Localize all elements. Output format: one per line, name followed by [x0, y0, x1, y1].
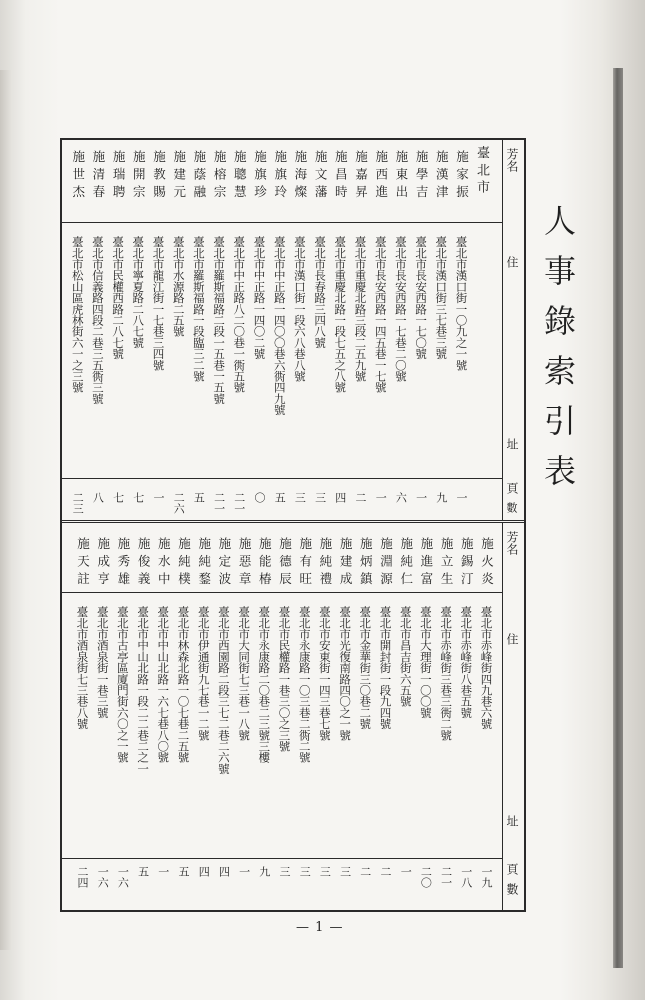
- header-address-a: 住: [505, 256, 519, 268]
- section1-name-rule: [60, 222, 502, 223]
- entry-page: 一: [156, 866, 170, 877]
- entry-name: 施定波: [216, 537, 232, 590]
- entry-address: 臺北市中正路八二〇巷一衖五號: [232, 236, 247, 393]
- entry-name: 施清春: [90, 150, 106, 203]
- entry-page: 三: [293, 492, 307, 503]
- entry-name: 施旗玲: [272, 150, 288, 203]
- entry-page: 一: [455, 492, 468, 503]
- entry-address: 臺北市羅斯福路二段一五巷一五號: [212, 236, 227, 405]
- entry-name: 施學吉: [414, 150, 430, 203]
- entry-address: 臺北市長安西路一四五巷一七號: [373, 236, 388, 393]
- entry-name: 施俊義: [136, 537, 152, 590]
- entry-page: 二四: [76, 866, 89, 888]
- entry-address: 臺北市松山區虎林街六一之三號: [70, 236, 85, 393]
- entry-name: 施旗珍: [252, 150, 268, 203]
- page-edge-shadow: [613, 68, 623, 968]
- entry-address: 臺北市赤峰街八巷五號: [459, 606, 474, 719]
- entry-name: 施純樸: [176, 537, 192, 590]
- entry-address: 臺北市漢口街一〇九之一號: [454, 236, 469, 371]
- entry-name: 施秀雄: [115, 537, 131, 590]
- page-number: — 1 —: [296, 920, 344, 935]
- header-name: 芳名: [505, 148, 519, 172]
- entry-page: 九: [257, 866, 271, 877]
- entry-name: 施家振: [454, 150, 470, 203]
- entry-page: 九: [434, 492, 448, 503]
- entry-page: 三: [318, 866, 332, 877]
- entry-name: 施水中: [156, 537, 172, 590]
- section1-page-rule: [60, 478, 502, 479]
- header-page-a: 頁: [505, 482, 519, 494]
- entry-page: 二: [354, 492, 367, 503]
- entry-page: 四: [217, 866, 231, 877]
- entry-address: 臺北市中正路一四〇二號: [252, 236, 267, 360]
- entry-page: 五: [177, 866, 190, 877]
- entry-address: 臺北市大理街一〇〇號: [418, 606, 433, 719]
- entry-name: 施淵源: [378, 537, 394, 590]
- entry-page: 五: [136, 866, 150, 877]
- entry-name: 施建成: [338, 537, 354, 590]
- entry-address: 臺北市信義路四段二巷三五衖三號: [90, 236, 105, 405]
- entry-page: 一: [374, 492, 388, 503]
- header-page-b: 數: [505, 883, 519, 895]
- entry-page: 二六: [172, 492, 186, 514]
- entry-page: 五: [192, 492, 206, 503]
- entry-name: 施開宗: [131, 150, 147, 203]
- entry-address: 臺北市民權路一巷三〇之三號: [277, 606, 292, 752]
- entry-page: 三: [338, 866, 352, 877]
- entry-name: 施嘉昇: [353, 150, 369, 203]
- entry-page: 四: [197, 866, 211, 877]
- entry-name: 施教賜: [151, 150, 167, 203]
- entry-name: 施文藩: [313, 150, 329, 203]
- entry-page: 二: [358, 866, 372, 877]
- entry-page: 一八: [459, 866, 473, 888]
- entry-page: 二一: [439, 866, 453, 888]
- entry-address: 臺北市龍江街一七巷三四號: [151, 236, 166, 371]
- entry-name: 施德辰: [277, 537, 293, 590]
- entry-name: 施蔭融: [191, 150, 207, 203]
- entry-page: 八: [91, 492, 105, 503]
- entry-address: 臺北市伊通街九七巷一二號: [196, 606, 211, 741]
- entry-name: 施純仁: [398, 537, 414, 590]
- entry-address: 臺北市重慶北路三段二五九號: [353, 236, 368, 382]
- entry-page: 二三: [71, 492, 85, 514]
- entry-name: 施能椿: [257, 537, 273, 590]
- entry-address: 臺北市赤峰街四九巷六號: [479, 606, 494, 730]
- entry-page: 三: [278, 866, 291, 877]
- entry-page: 一: [399, 866, 413, 877]
- entry-address: 臺北市林森北路一〇七巷二五號: [176, 606, 191, 763]
- entry-name: 施世杰: [70, 150, 86, 203]
- section2-header-column: [502, 523, 526, 912]
- entry-address: 臺北市中山北路一段二二巷二之一: [136, 606, 151, 775]
- entry-page: 一: [414, 492, 428, 503]
- entry-page: 二: [379, 866, 392, 877]
- entry-name: 施漢津: [434, 150, 450, 203]
- section2-page-rule: [60, 858, 502, 859]
- entry-page: 二〇: [419, 866, 433, 888]
- entry-page: 〇: [253, 492, 266, 503]
- entry-address: 臺北市水源路二五號: [171, 236, 186, 337]
- entry-name: 施榕宗: [212, 150, 228, 203]
- section2-name-rule: [60, 592, 502, 593]
- entry-address: 臺北市長春路三四八號: [313, 236, 328, 349]
- header-address-a: 住: [505, 633, 519, 645]
- entry-address: 臺北市古亭區廈門街六〇之一號: [115, 606, 130, 763]
- entry-page: 六: [394, 492, 408, 503]
- entry-name: 施瑞聘: [111, 150, 127, 203]
- entry-address: 臺北市中山北路一六七巷八〇號: [156, 606, 171, 763]
- entry-name: 施炳鎮: [358, 537, 374, 590]
- entry-name: 施西進: [373, 150, 389, 203]
- entry-name: 施昌時: [333, 150, 349, 203]
- entry-name: 施聰慧: [232, 150, 248, 203]
- entry-address: 臺北市重慶北路一段七五之八號: [333, 236, 348, 393]
- entry-page: 三: [313, 492, 327, 503]
- entry-page: 七: [131, 492, 145, 503]
- entry-address: 臺北市民權西路二八七號: [111, 236, 126, 360]
- entry-address: 臺北市長安西路一七巷二〇號: [393, 236, 408, 382]
- header-page-a: 頁: [505, 863, 519, 875]
- entry-name: 施火炎: [479, 537, 495, 590]
- entry-address: 臺北市漢口街三七巷三號: [434, 236, 449, 360]
- entry-address: 臺北市光復南路四〇之一號: [338, 606, 353, 741]
- entry-name: 施成亨: [95, 537, 111, 590]
- entry-name: 施東出: [393, 150, 409, 203]
- entry-page: 二一: [212, 492, 226, 514]
- entry-address: 臺北市赤峰街三巷三衖二號: [439, 606, 454, 741]
- entry-name: 施建元: [171, 150, 187, 203]
- header-address-b: 址: [505, 815, 519, 827]
- section1-header-column: [502, 138, 526, 520]
- entry-address: 臺北市寧夏路二八七號: [131, 236, 146, 349]
- entry-name: 施海燦: [292, 150, 308, 203]
- entry-page: 七: [111, 492, 125, 503]
- entry-address: 臺北市金華街三〇巷二號: [358, 606, 373, 730]
- entry-page: 三: [298, 866, 312, 877]
- header-page-b-1: 數: [505, 502, 518, 513]
- entry-address: 臺北市漢口街一段六八巷八號: [292, 236, 307, 382]
- entry-address: 臺北市安東街一四三巷七號: [317, 606, 332, 741]
- entry-address: 臺北市永康路二〇巷二三號三樓: [257, 606, 272, 763]
- entry-address: 臺北市昌吉街六五號: [398, 606, 413, 707]
- entry-address: 臺北市長安西路一七〇號: [414, 236, 429, 360]
- entry-name: 施純鍪: [196, 537, 212, 590]
- entry-name: 施立生: [439, 537, 455, 590]
- entry-name: 施進富: [418, 537, 434, 590]
- entry-page: 一: [152, 492, 165, 503]
- entry-address: 臺北市酒泉街一巷三號: [95, 606, 110, 719]
- section-divider: [60, 520, 526, 523]
- entry-page: 一六: [116, 866, 130, 888]
- city-label: 臺北市: [474, 146, 489, 197]
- entry-page: 一: [237, 866, 251, 877]
- binding-shadow: [0, 70, 12, 950]
- entry-address: 臺北市酒泉街七三巷八號: [75, 606, 90, 730]
- entry-address: 臺北市西園路二段三七二巷二六號: [216, 606, 231, 775]
- entry-name: 施有旺: [297, 537, 313, 590]
- entry-address: 臺北市開封街一段九四號: [378, 606, 393, 730]
- header-name: 芳名: [505, 531, 519, 555]
- entry-name: 施純禮: [317, 537, 333, 590]
- entry-page: 二一: [232, 492, 246, 514]
- entry-address: 臺北市羅斯福路一段臨三二號: [191, 236, 206, 382]
- entry-name: 施天註: [75, 537, 91, 590]
- entry-page: 一九: [480, 866, 493, 888]
- entry-name: 施錫汀: [459, 537, 475, 590]
- entry-name: 施惡章: [237, 537, 253, 590]
- entry-page: 一六: [96, 866, 110, 888]
- entry-address: 臺北市中正路一四〇〇巷六衖四九號: [272, 236, 287, 416]
- entry-address: 臺北市永康路一〇三巷二衖二號: [297, 606, 312, 763]
- entry-page: 四: [333, 492, 347, 503]
- page-title: 人事錄索引表: [539, 204, 577, 504]
- header-address-b: 址: [505, 438, 519, 450]
- entry-page: 五: [273, 492, 287, 503]
- entry-address: 臺北市大同街七三巷一八號: [237, 606, 252, 741]
